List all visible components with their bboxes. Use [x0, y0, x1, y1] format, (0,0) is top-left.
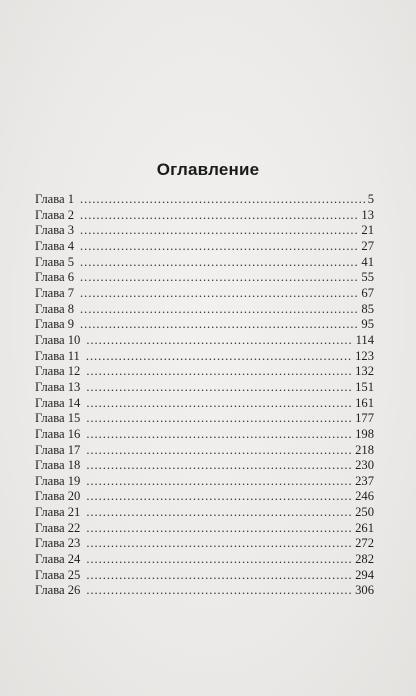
- toc-entry-label: Глава 26: [35, 583, 81, 598]
- toc-entry-label: Глава 24: [35, 552, 81, 567]
- toc-dot-leader: [80, 223, 358, 239]
- toc-entry-page-number: 132: [355, 364, 374, 379]
- toc-entry-page-number: 246: [355, 489, 374, 504]
- toc-entry: [35, 270, 374, 286]
- toc-entry-label: Глава 5: [35, 254, 75, 269]
- toc-entry-label: Глава 22: [35, 520, 81, 535]
- toc-dot-leader: [86, 427, 352, 443]
- toc-entry: [35, 317, 374, 333]
- toc-entry-label: Глава 11: [35, 348, 80, 363]
- toc-entry-page-number: 261: [355, 520, 374, 535]
- toc-entry-page-number: 41: [361, 254, 374, 269]
- toc-entry: [35, 505, 374, 521]
- toc-entry: [35, 474, 374, 490]
- toc-entry-label: Глава 21: [35, 505, 81, 520]
- toc-entry: [35, 583, 374, 599]
- toc-entry-page-number: 161: [355, 395, 374, 410]
- toc-entry-label: Глава 1: [35, 192, 75, 206]
- toc-entry-page-number: 294: [355, 567, 374, 582]
- toc-entry: [35, 255, 374, 271]
- toc-dot-leader: [86, 364, 352, 380]
- toc-entry: [35, 239, 374, 255]
- toc-entry: [35, 223, 374, 239]
- toc-dot-leader: [86, 568, 352, 584]
- toc-dot-leader: [86, 489, 352, 505]
- toc-entry-page-number: 198: [355, 426, 374, 441]
- toc-entry: [35, 427, 374, 443]
- toc-entry-label: Глава 17: [35, 442, 81, 457]
- toc-entry: [35, 380, 374, 396]
- toc-dot-leader: [86, 443, 352, 459]
- toc-entry-page-number: 218: [355, 442, 374, 457]
- toc-dot-leader: [86, 411, 352, 427]
- toc-entry-label: Глава 19: [35, 473, 81, 488]
- toc-entry: [35, 192, 374, 208]
- toc-dot-leader: [80, 192, 365, 208]
- toc-entry-page-number: 237: [355, 473, 374, 488]
- toc-entry-page-number: 95: [361, 317, 374, 332]
- toc-entry-label: Глава 15: [35, 411, 81, 426]
- toc-dot-leader: [80, 239, 358, 255]
- toc-dot-leader: [86, 521, 352, 537]
- toc-entry: [35, 521, 374, 537]
- toc-entry-label: Глава 2: [35, 207, 75, 222]
- toc-entry-page-number: 85: [361, 301, 374, 316]
- toc-entry: [35, 443, 374, 459]
- toc-entry-label: Глава 8: [35, 301, 75, 316]
- toc-entry: [35, 568, 374, 584]
- toc-dot-leader: [86, 583, 352, 599]
- toc-entry-page-number: 5: [367, 192, 374, 206]
- toc-entry-label: Глава 3: [35, 223, 75, 238]
- toc-entry-page-number: 177: [355, 411, 374, 426]
- toc-dot-leader: [80, 208, 358, 224]
- toc-entry-label: Глава 20: [35, 489, 81, 504]
- page-title: Оглавление: [156, 160, 260, 179]
- toc-entry-page-number: 151: [355, 379, 374, 394]
- toc-entry-label: Глава 4: [35, 238, 75, 253]
- toc-dot-leader: [86, 552, 352, 568]
- toc-entry-page-number: 306: [355, 583, 374, 598]
- toc-entry-label: Глава 25: [35, 567, 81, 582]
- toc-entry: [35, 302, 374, 318]
- toc-entry-page-number: 123: [355, 348, 374, 363]
- toc-entry-page-number: 114: [355, 332, 374, 347]
- toc-entry: [35, 536, 374, 552]
- toc-dot-leader: [86, 380, 352, 396]
- toc-entry-page-number: 21: [361, 223, 374, 238]
- toc-dot-leader: [80, 270, 358, 286]
- toc-entry: [35, 349, 374, 365]
- toc-entry: [35, 552, 374, 568]
- toc-entry-label: Глава 10: [35, 332, 81, 347]
- toc-entry-label: Глава 23: [35, 536, 81, 551]
- toc-entry-page-number: 67: [361, 285, 374, 300]
- toc-dot-leader: [80, 317, 358, 333]
- toc-dot-leader: [80, 302, 358, 318]
- toc-entry-label: Глава 18: [35, 458, 81, 473]
- toc-entry-page-number: 55: [361, 270, 374, 285]
- toc-dot-leader: [80, 286, 358, 302]
- toc-entry-label: Глава 14: [35, 395, 81, 410]
- toc-dot-leader: [86, 333, 352, 349]
- toc-dot-leader: [80, 255, 358, 271]
- toc-entry-page-number: 250: [355, 505, 374, 520]
- toc-entry-label: Глава 7: [35, 285, 75, 300]
- toc-entry: [35, 286, 374, 302]
- toc-dot-leader: [86, 474, 352, 490]
- toc-dot-leader: [86, 536, 352, 552]
- toc-entry: [35, 333, 374, 349]
- toc-entry: [35, 364, 374, 380]
- toc-entry: [35, 411, 374, 427]
- toc-entry-label: Глава 12: [35, 364, 81, 379]
- toc-dot-leader: [86, 505, 352, 521]
- toc-entry-page-number: 272: [355, 536, 374, 551]
- toc-entry: [35, 489, 374, 505]
- toc-entry-label: Глава 9: [35, 317, 75, 332]
- toc-entry: [35, 396, 374, 412]
- toc-entry-label: Глава 16: [35, 426, 81, 441]
- toc-dot-leader: [86, 396, 352, 412]
- table-of-contents: [35, 192, 374, 599]
- toc-entry-page-number: 13: [361, 207, 374, 222]
- toc-entry-page-number: 282: [355, 552, 374, 567]
- toc-entry-label: Глава 6: [35, 270, 75, 285]
- toc-dot-leader: [86, 458, 352, 474]
- toc-entry: [35, 208, 374, 224]
- toc-entry: [35, 458, 374, 474]
- toc-entry-label: Глава 13: [35, 379, 81, 394]
- toc-entry-page-number: 230: [355, 458, 374, 473]
- toc-dot-leader: [86, 349, 352, 365]
- toc-entry-page-number: 27: [361, 238, 374, 253]
